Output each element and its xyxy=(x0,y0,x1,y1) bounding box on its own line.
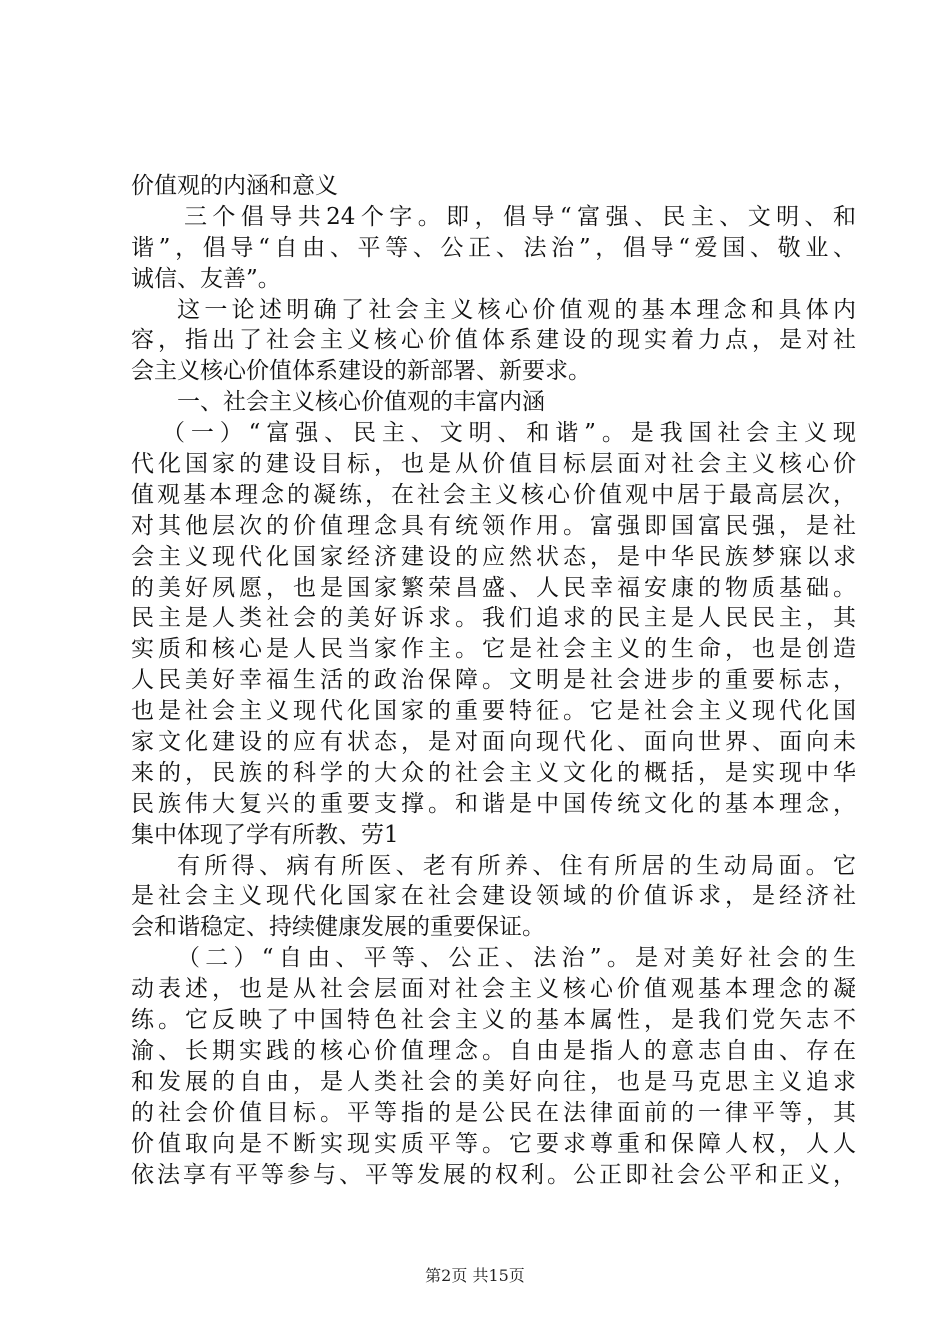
text-line: 这一论述明确了社会主义核心价值观的基本理念和具体内 xyxy=(177,296,856,323)
text-line: （二）“自由、平等、公正、法治”。是对美好社会的生 xyxy=(177,945,856,972)
text-line: 对其他层次的价值理念具有统领作用。富强即国富民强，是社 xyxy=(131,512,856,539)
text-line: 集中体现了学有所教、劳1 xyxy=(131,821,399,848)
document-body xyxy=(131,171,856,1190)
text-line: 值观基本理念的凝练，在社会主义核心价值观中居于最高层次， xyxy=(131,481,856,508)
text-line: （一）“富强、民主、文明、和谐”。是我国社会主义现 xyxy=(162,420,856,447)
text-line: 和发展的自由，是人类社会的美好向往，也是马克思主义追求 xyxy=(131,1068,856,1095)
text-line: 民族伟大复兴的重要支撑。和谐是中国传统文化的基本理念， xyxy=(131,790,856,817)
text-line: 也是社会主义现代化国家的重要特征。它是社会主义现代化国 xyxy=(131,698,856,725)
text-line: 民主是人类社会的美好诉求。我们追求的民主是人民民主，其 xyxy=(131,605,856,632)
text-line: 会主义现代化国家经济建设的应然状态，是中华民族梦寐以求 xyxy=(131,543,856,570)
text-line: 的社会价值目标。平等指的是公民在法律面前的一律平等，其 xyxy=(131,1099,856,1126)
text-line: 渝、长期实践的核心价值理念。自由是指人的意志自由、存在 xyxy=(131,1037,856,1064)
text-line: 的美好夙愿，也是国家繁荣昌盛、人民幸福安康的物质基础。 xyxy=(131,574,856,601)
section-heading: 一、社会主义核心价值观的丰富内涵 xyxy=(177,389,545,416)
text-line: 实质和核心是人民当家作主。它是社会主义的生命，也是创造 xyxy=(131,636,856,663)
text-line: 是社会主义现代化国家在社会建设领域的价值诉求，是经济社 xyxy=(131,883,856,910)
text-line: 依法享有平等参与、平等发展的权利。公正即社会公平和正义， xyxy=(131,1161,856,1188)
text-line: 价值观的内涵和意义 xyxy=(131,173,338,199)
page-footer xyxy=(0,1263,950,1286)
text-line: 三个倡导共24个字。即，倡导“富强、民主、文明、和 xyxy=(184,203,856,230)
text-line: 诚信、友善”。 xyxy=(131,265,281,292)
text-line: 价值取向是不断实现实质平等。它要求尊重和保障人权，人人 xyxy=(131,1130,856,1157)
text-line: 家文化建设的应有状态，是对面向现代化、面向世界、面向未 xyxy=(131,729,856,756)
text-line: 有所得、病有所医、老有所养、住有所居的生动局面。它 xyxy=(177,852,856,879)
text-line: 动表述，也是从社会层面对社会主义核心价值观基本理念的凝 xyxy=(131,976,856,1003)
text-line: 人民美好幸福生活的政治保障。文明是社会进步的重要标志， xyxy=(131,667,856,694)
page-number-label: 第2页 共15页 xyxy=(425,1266,525,1285)
text-line: 会主义核心价值体系建设的新部署、新要求。 xyxy=(131,358,591,385)
text-line: 会和谐稳定、持续健康发展的重要保证。 xyxy=(131,914,545,941)
text-line: 练。它反映了中国特色社会主义的基本属性，是我们党矢志不 xyxy=(131,1007,856,1034)
text-line: 容，指出了社会主义核心价值体系建设的现实着力点，是对社 xyxy=(131,327,856,354)
text-line: 来的，民族的科学的大众的社会主义文化的概括，是实现中华 xyxy=(131,759,856,786)
text-line: 代化国家的建设目标，也是从价值目标层面对社会主义核心价 xyxy=(131,451,856,478)
text-line: 谐”，倡导“自由、平等、公正、法治”，倡导“爱国、敬业、 xyxy=(131,234,856,261)
